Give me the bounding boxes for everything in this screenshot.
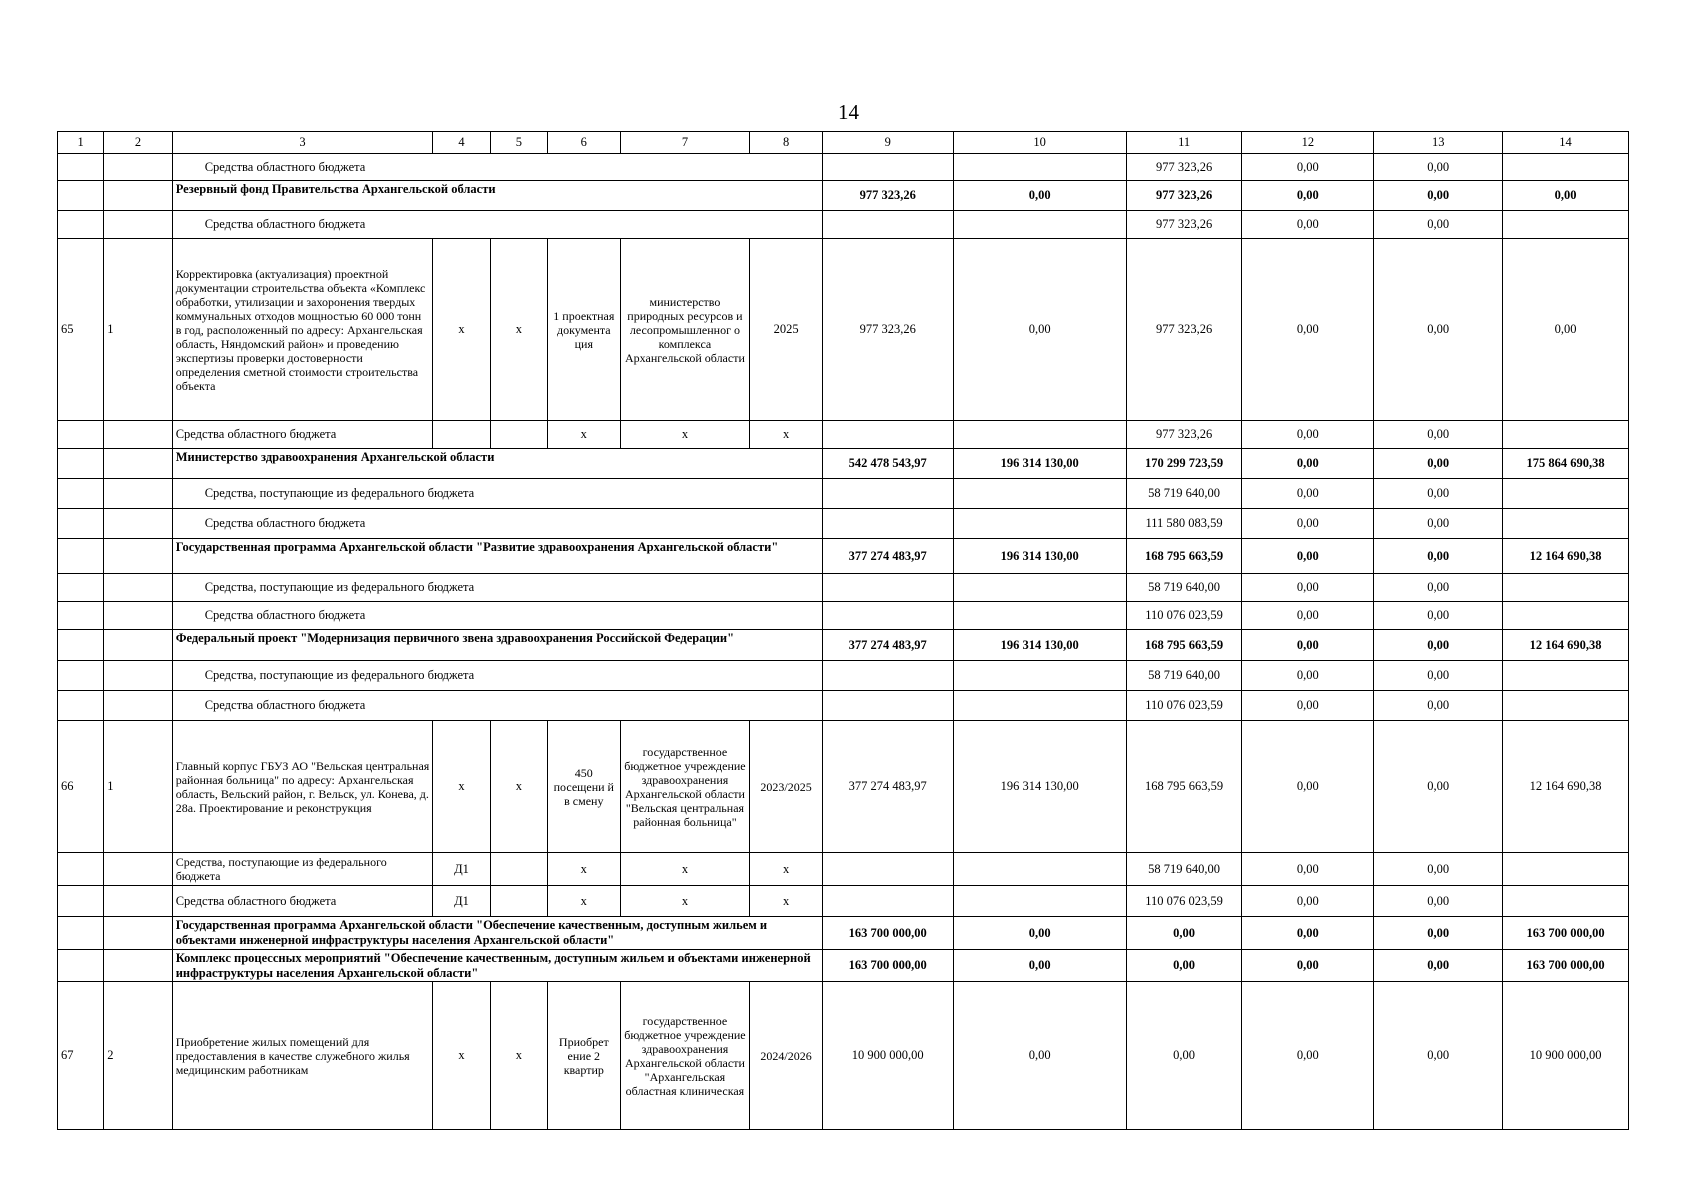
amount-cell: 977 323,26 bbox=[1126, 421, 1242, 449]
capacity-cell: 450 посещени й в смену bbox=[548, 721, 620, 853]
amount-cell: 0,00 bbox=[1242, 917, 1374, 950]
amount-cell: 0,00 bbox=[953, 950, 1126, 982]
row-sub-number: 1 bbox=[104, 239, 172, 421]
object-description: Корректировка (актуализация) проектной документации строительства объекта «Комплекс обработки, утилизации и захоронения твердых коммунальных отходов мощностью 60 000 тонн в год, расположенный по адресу: Архангельская область, Няндомский район» и проведению экспертизы проверки достоверности определения сметной стоимости строительства объекта bbox=[172, 239, 433, 421]
cell-value: Д1 bbox=[433, 886, 490, 917]
column-header: 7 bbox=[620, 132, 750, 154]
cell-value: х bbox=[750, 886, 822, 917]
amount-cell: 0,00 bbox=[1374, 539, 1503, 574]
amount-cell: 163 700 000,00 bbox=[822, 917, 953, 950]
amount-cell: 377 274 483,97 bbox=[822, 539, 953, 574]
year-cell: 2023/2025 bbox=[750, 721, 822, 853]
column-number-header-row bbox=[58, 132, 1629, 154]
column-header: 13 bbox=[1374, 132, 1503, 154]
capacity-cell: 1 проектная документа ция bbox=[548, 239, 620, 421]
amount-cell: 0,00 bbox=[1126, 982, 1242, 1130]
amount-cell: 12 164 690,38 bbox=[1503, 721, 1629, 853]
amount-cell: 170 299 723,59 bbox=[1126, 449, 1242, 479]
amount-cell: 0,00 bbox=[953, 181, 1126, 211]
cell-value: х bbox=[490, 982, 547, 1130]
amount-cell: 0,00 bbox=[1242, 449, 1374, 479]
amount-cell: 58 719 640,00 bbox=[1126, 479, 1242, 509]
amount-cell: 0,00 bbox=[1242, 950, 1374, 982]
table-row bbox=[58, 886, 1629, 917]
amount-cell: 0,00 bbox=[1374, 181, 1503, 211]
amount-cell: 168 795 663,59 bbox=[1126, 721, 1242, 853]
amount-cell: 0,00 bbox=[1242, 886, 1374, 917]
amount-cell: 110 076 023,59 bbox=[1126, 886, 1242, 917]
table-row bbox=[58, 982, 1629, 1130]
amount-cell: 196 314 130,00 bbox=[953, 630, 1126, 661]
capacity-cell: Приобрет ение 2 квартир bbox=[548, 982, 620, 1130]
amount-cell: 0,00 bbox=[1374, 421, 1503, 449]
amount-cell: 0,00 bbox=[1242, 630, 1374, 661]
table-row bbox=[58, 421, 1629, 449]
table-row bbox=[58, 479, 1629, 509]
amount-cell: 0,00 bbox=[1374, 602, 1503, 630]
amount-cell: 0,00 bbox=[1503, 181, 1629, 211]
amount-cell: 0,00 bbox=[1374, 982, 1503, 1130]
amount-cell: 0,00 bbox=[953, 917, 1126, 950]
amount-cell: 0,00 bbox=[1126, 917, 1242, 950]
amount-cell: 0,00 bbox=[1242, 574, 1374, 602]
cell-value: х bbox=[433, 721, 490, 853]
table-row bbox=[58, 691, 1629, 721]
amount-cell: 377 274 483,97 bbox=[822, 630, 953, 661]
column-header: 5 bbox=[490, 132, 547, 154]
funding-source-label: Средства, поступающие из федерального бюджета bbox=[172, 853, 433, 886]
column-header: 6 bbox=[548, 132, 620, 154]
column-header: 14 bbox=[1503, 132, 1629, 154]
table-row bbox=[58, 181, 1629, 211]
amount-cell: 175 864 690,38 bbox=[1503, 449, 1629, 479]
amount-cell: 0,00 bbox=[1242, 479, 1374, 509]
amount-cell: 110 076 023,59 bbox=[1126, 602, 1242, 630]
year-cell: 2024/2026 bbox=[750, 982, 822, 1130]
amount-cell: 0,00 bbox=[1374, 691, 1503, 721]
table-row bbox=[58, 539, 1629, 574]
amount-cell: 0,00 bbox=[1374, 950, 1503, 982]
cell-value: х bbox=[433, 239, 490, 421]
column-header: 1 bbox=[58, 132, 104, 154]
object-description: Главный корпус ГБУЗ АО "Вельская центральная районная больница" по адресу: Архангельская область, Вельский район, г. Вельск, ул. Конева, д. 28а. Проектирование и реконструкция bbox=[172, 721, 433, 853]
column-header: 4 bbox=[433, 132, 490, 154]
amount-cell: 0,00 bbox=[1242, 721, 1374, 853]
amount-cell: 0,00 bbox=[1374, 574, 1503, 602]
amount-cell: 0,00 bbox=[1374, 853, 1503, 886]
cell-value: х bbox=[490, 239, 547, 421]
table-row bbox=[58, 574, 1629, 602]
amount-cell: 58 719 640,00 bbox=[1126, 574, 1242, 602]
amount-cell: 0,00 bbox=[1242, 539, 1374, 574]
cell-value: Д1 bbox=[433, 853, 490, 886]
amount-cell: 977 323,26 bbox=[1126, 239, 1242, 421]
amount-cell: 0,00 bbox=[1242, 982, 1374, 1130]
amount-cell: 0,00 bbox=[1242, 211, 1374, 239]
table-row bbox=[58, 721, 1629, 853]
amount-cell: 0,00 bbox=[1503, 239, 1629, 421]
amount-cell: 196 314 130,00 bbox=[953, 539, 1126, 574]
amount-cell: 0,00 bbox=[1374, 509, 1503, 539]
amount-cell: 110 076 023,59 bbox=[1126, 691, 1242, 721]
amount-cell: 0,00 bbox=[1374, 479, 1503, 509]
cell-value: х bbox=[548, 886, 620, 917]
amount-cell: 0,00 bbox=[1374, 630, 1503, 661]
row-number: 66 bbox=[58, 721, 104, 853]
amount-cell: 196 314 130,00 bbox=[953, 449, 1126, 479]
amount-cell: 977 323,26 bbox=[1126, 211, 1242, 239]
funding-source-label: Средства, поступающие из федерального бюджета bbox=[172, 661, 822, 691]
section-title: Государственная программа Архангельской области "Обеспечение качественным, доступным жильем и объектами инженерной инфраструктуры населения Архангельской области" bbox=[172, 917, 822, 950]
amount-cell: 977 323,26 bbox=[1126, 154, 1242, 181]
amount-cell: 977 323,26 bbox=[1126, 181, 1242, 211]
column-header: 3 bbox=[172, 132, 433, 154]
column-header: 2 bbox=[104, 132, 172, 154]
responsible-organization: государственное бюджетное учреждение здравоохранения Архангельской области "Вельская центральная районная больница" bbox=[620, 721, 750, 853]
amount-cell: 58 719 640,00 bbox=[1126, 853, 1242, 886]
amount-cell: 0,00 bbox=[953, 239, 1126, 421]
table-row bbox=[58, 950, 1629, 982]
amount-cell: 0,00 bbox=[1242, 853, 1374, 886]
page-number: 14 bbox=[838, 100, 859, 124]
amount-cell: 0,00 bbox=[1374, 917, 1503, 950]
amount-cell: 0,00 bbox=[1242, 239, 1374, 421]
section-title: Комплекс процессных мероприятий "Обеспечение качественным, доступным жильем и объектами инженерной инфраструктуры населения Архангельской области" bbox=[172, 950, 822, 982]
funding-source-label: Средства, поступающие из федерального бюджета bbox=[172, 574, 822, 602]
responsible-organization: министерство природных ресурсов и лесопромышленног о комплекса Архангельской области bbox=[620, 239, 750, 421]
amount-cell: 10 900 000,00 bbox=[1503, 982, 1629, 1130]
cell-value: х bbox=[548, 421, 620, 449]
amount-cell: 0,00 bbox=[1374, 154, 1503, 181]
amount-cell: 542 478 543,97 bbox=[822, 449, 953, 479]
amount-cell: 168 795 663,59 bbox=[1126, 539, 1242, 574]
funding-source-label: Средства областного бюджета bbox=[172, 886, 433, 917]
funding-source-label: Средства областного бюджета bbox=[172, 691, 822, 721]
amount-cell: 163 700 000,00 bbox=[822, 950, 953, 982]
amount-cell: 0,00 bbox=[1242, 181, 1374, 211]
budget-table bbox=[57, 131, 1629, 1130]
amount-cell: 0,00 bbox=[1374, 211, 1503, 239]
amount-cell: 168 795 663,59 bbox=[1126, 630, 1242, 661]
cell-value: х bbox=[750, 853, 822, 886]
amount-cell: 12 164 690,38 bbox=[1503, 539, 1629, 574]
amount-cell: 163 700 000,00 bbox=[1503, 950, 1629, 982]
row-sub-number: 1 bbox=[104, 721, 172, 853]
cell-value: х bbox=[433, 982, 490, 1130]
table-row bbox=[58, 917, 1629, 950]
cell-value: х bbox=[750, 421, 822, 449]
object-description: Приобретение жилых помещений для предоставления в качестве служебного жилья медицинским работникам bbox=[172, 982, 433, 1130]
table-row bbox=[58, 853, 1629, 886]
table-row bbox=[58, 449, 1629, 479]
amount-cell: 377 274 483,97 bbox=[822, 721, 953, 853]
cell-value bbox=[433, 421, 490, 449]
amount-cell: 0,00 bbox=[1242, 602, 1374, 630]
amount-cell: 0,00 bbox=[1374, 721, 1503, 853]
cell-value: х bbox=[490, 721, 547, 853]
amount-cell: 0,00 bbox=[1242, 421, 1374, 449]
amount-cell: 0,00 bbox=[1242, 509, 1374, 539]
amount-cell: 163 700 000,00 bbox=[1503, 917, 1629, 950]
responsible-organization: государственное бюджетное учреждение здравоохранения Архангельской области "Архангельская областная клиническая bbox=[620, 982, 750, 1130]
cell-value: х bbox=[620, 853, 750, 886]
cell-value: х bbox=[620, 421, 750, 449]
amount-cell: 0,00 bbox=[1242, 691, 1374, 721]
cell-value: х bbox=[620, 886, 750, 917]
amount-cell: 0,00 bbox=[1126, 950, 1242, 982]
amount-cell: 0,00 bbox=[1374, 661, 1503, 691]
funding-source-label: Средства областного бюджета bbox=[172, 154, 822, 181]
amount-cell: 12 164 690,38 bbox=[1503, 630, 1629, 661]
section-title: Резервный фонд Правительства Архангельской области bbox=[172, 181, 822, 211]
row-sub-number: 2 bbox=[104, 982, 172, 1130]
row-number: 65 bbox=[58, 239, 104, 421]
amount-cell: 58 719 640,00 bbox=[1126, 661, 1242, 691]
amount-cell: 0,00 bbox=[1374, 239, 1503, 421]
funding-source-label: Средства областного бюджета bbox=[172, 602, 822, 630]
funding-source-label: Средства областного бюджета bbox=[172, 421, 433, 449]
year-cell: 2025 bbox=[750, 239, 822, 421]
section-title: Федеральный проект "Модернизация первичного звена здравоохранения Российской Федерации" bbox=[172, 630, 822, 661]
section-title: Министерство здравоохранения Архангельской области bbox=[172, 449, 822, 479]
table-row bbox=[58, 509, 1629, 539]
column-header: 12 bbox=[1242, 132, 1374, 154]
table-row bbox=[58, 211, 1629, 239]
cell-value: х bbox=[548, 853, 620, 886]
amount-cell: 10 900 000,00 bbox=[822, 982, 953, 1130]
amount-cell: 0,00 bbox=[1242, 661, 1374, 691]
table-row bbox=[58, 154, 1629, 181]
funding-source-label: Средства, поступающие из федерального бюджета bbox=[172, 479, 822, 509]
amount-cell: 0,00 bbox=[1374, 449, 1503, 479]
column-header: 11 bbox=[1126, 132, 1242, 154]
column-header: 9 bbox=[822, 132, 953, 154]
amount-cell: 0,00 bbox=[1374, 886, 1503, 917]
amount-cell: 0,00 bbox=[1242, 154, 1374, 181]
section-title: Государственная программа Архангельской области "Развитие здравоохранения Архангельской области" bbox=[172, 539, 822, 574]
column-header: 8 bbox=[750, 132, 822, 154]
amount-cell: 977 323,26 bbox=[822, 239, 953, 421]
column-header: 10 bbox=[953, 132, 1126, 154]
table-row bbox=[58, 630, 1629, 661]
amount-cell: 196 314 130,00 bbox=[953, 721, 1126, 853]
funding-source-label: Средства областного бюджета bbox=[172, 211, 822, 239]
amount-cell: 0,00 bbox=[953, 982, 1126, 1130]
table-row bbox=[58, 661, 1629, 691]
row-number: 67 bbox=[58, 982, 104, 1130]
amount-cell: 977 323,26 bbox=[822, 181, 953, 211]
funding-source-label: Средства областного бюджета bbox=[172, 509, 822, 539]
amount-cell: 111 580 083,59 bbox=[1126, 509, 1242, 539]
table-row bbox=[58, 602, 1629, 630]
table-row bbox=[58, 239, 1629, 421]
